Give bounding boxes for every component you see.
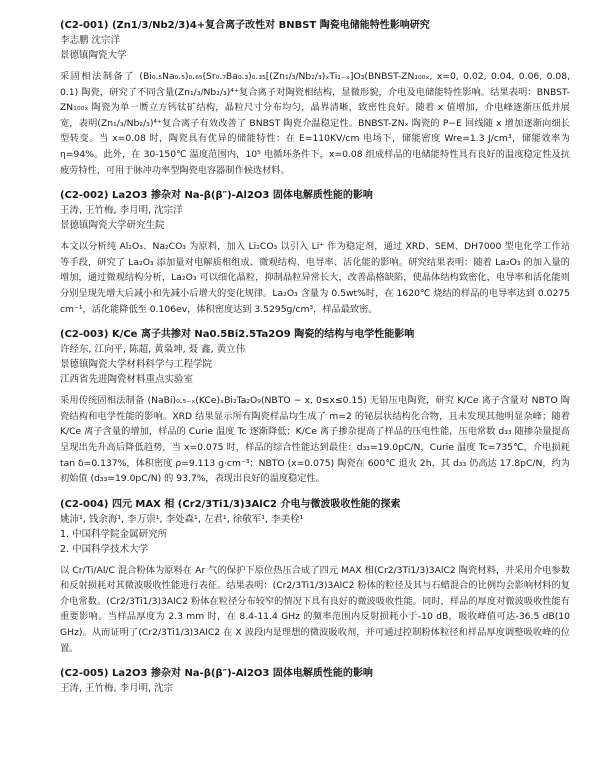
entry-title: (C2-002) La2O3 掺杂对 Na-β(β″)-Al2O3 固体电解质性能的影响 bbox=[60, 190, 373, 202]
entry-title: (C2-001) (Zn1/3/Nb2/3)4+复合离子改性对 BNBST 陶瓷电储能特性影响研究 bbox=[60, 20, 430, 31]
entry-authors: 许经东, 江向平, 陈超, 黄枭坤, 聂 鑫, 黄立伟 bbox=[60, 344, 246, 356]
entry-affiliation: 景德镇陶瓷大学材料科学与工程学院 bbox=[60, 359, 213, 371]
entry-abstract: 采固相法制备了 (Bi₀.₅Na₀.₅)₀.₆₅(Sr₀.₇Ba₀.₃)₀.₃₅[(Zn₁/₃/Nb₂/₃)ₓTi₁₋ₓ]O₃(BNBST-ZN₁₀₀ₓ, x=0, 0.02, 0.04, 0.06, 0.08, 0.1) 陶瓷，研究了不同含量(Zn₁/₃/Nb₂/₃)⁴⁺复合离子对陶瓷相结构，显微形貌，介电及电储能特性影响。结果表明：BNBST-ZN₁₀₀ₓ 陶瓷为单一赝立方钙钛矿结构，晶粒尺寸分布均匀，晶界清晰，致密性良好。随着 x 值增加，介电峰逐渐压低并展宽，表明(Zn₁/₃/Nb₂/₃)⁴⁺复合离子有效改善了 BNBST 陶瓷介温稳定性。BNBST-ZNₓ 陶瓷的 P−E 回线随 x 增加逐渐向细长型转变。当 x=0.08 时，陶瓷具有优异的储能特性：在 E=110KV/cm 电场下，储能密度 Wre=1.3 J/cm³，储能效率为 η=94%。此外，在 30-150℃ 温度范围内，10⁵ 电循环条件下，x=0.08 组成样品的电储能特性具有良好的温度稳定性及抗疲劳特性，可用于脉冲功率型陶瓷电容器制作候选材料。 bbox=[60, 71, 570, 176]
entry-affiliation: 2. 中国科学技术大学 bbox=[60, 543, 149, 555]
abstract-entry bbox=[60, 188, 570, 317]
entry-affiliation: 1. 中国科学院金属研究所 bbox=[60, 528, 168, 540]
entry-title: (C2-005) La2O3 掺杂对 Na-β(β″)-Al2O3 固体电解质性能的影响 bbox=[60, 668, 373, 680]
entry-authors: 王涛, 王竹梅, 李月明, 沈宗 bbox=[60, 683, 174, 695]
entry-affiliation: 景德镇陶瓷大学 bbox=[60, 50, 127, 61]
abstract-entry bbox=[60, 666, 570, 696]
entry-affiliation: 景德镇陶瓷大学研究生院 bbox=[60, 220, 165, 232]
divider bbox=[60, 178, 570, 188]
entry-authors: 王涛, 王竹梅, 李月明, 沈宗洋 bbox=[60, 205, 183, 217]
entry-authors: 李志鹏 沈宗洋 bbox=[60, 35, 121, 46]
entry-abstract: 本文以分析纯 Al₂O₃、Na₂CO₃ 为原料，加入 Li₂CO₃ 以引入 Li⁺ 作为稳定剂，通过 XRD、SEM、DH7000 型电化学工作站等手段，研究了 La₂O₃ 添加量对电解质相组成、微观结构、电导率、活化能的影响。研究结果表明：随着 La₂O₃ 的加入量的增加，通过微观结构分析，La₂O₃ 可以细化晶粒，抑制晶粒异常长大，改善晶格缺陷，使晶体结构致密化，电导率和活化能则分别呈现先增大后减小和先减小后增大的变化规律。La₂O₃ 含量为 0.5wt%时，在 1620℃ 烧结的样品的电导率达到 0.0275 cm⁻¹，活化能降低至 0.106ev，体积密度达到 3.5295g/cm³，样品最致密。 bbox=[60, 241, 570, 315]
entry-authors: 姚沛¹, 钱余海¹, 李万崇¹, 李处森¹, 左君¹, 徐敬军¹, 李美栓¹ bbox=[60, 513, 304, 525]
entry-abstract: 以 Cr/Ti/Al/C 混合粉体为原料在 Ar 气的保护下原位热压合成了四元 MAX 相(Cr2/3Ti1/3)3AlC2 陶瓷材料，并采用介电参数和反射损耗对其微波吸收性能进行表征。结果表明：(Cr2/3Ti1/3)3AlC2 粉体的粒径及其与石蜡混合的比例均会影响材料的复介电常数。(Cr2/3Ti1/3)3AlC2 粉体在粒径分布较窄的情况下具有良好的微波吸收性能。同时，样品的厚度对微波吸收性能有重要影响。当样品厚度为 2.3 mm 时，在 8.4-11.4 GHz 的频率范围内反射损耗小于-10 dB，吸收峰值可达-36.5 dB(10 GHz)。从而证明了(Cr2/3Ti1/3)3AlC2 在 X 波段内是理想的微波吸收剂，并可通过控制粉体粒径和样品厚度调整吸收峰的位置。 bbox=[60, 564, 570, 654]
entry-affiliation: 江西省先进陶瓷材料重点实验室 bbox=[60, 374, 194, 386]
entry-abstract: 采用传统固相法制备 (NaBi)₀.₅₋ₓ(KCe)ₓBi₂Ta₂O₉(NBTO − x, 0≤x≤0.15) 无铅压电陶瓷，研究 K/Ce 离子含量对 NBTO 陶瓷结构和电学性能的影响。XRD 结果显示所有陶瓷样品均生成了 m=2 的铋层状结构化合物，且未发现其他明显杂峰；随着 K/Ce 离子含量的增加，样品的 Curie 温度 Tc 逐渐降低；K/Ce 离子掺杂提高了样品的压电性能，压电常数 d₃₃ 随掺杂量提高呈现出先升高后降低趋势，当 x=0.075 时，样品的综合性能达到最佳：d₃₃=19.0pC/N，Curie 温度 Tc=735℃，介电损耗 tan δ=0.137%，体积密度 ρ=9.113 g·cm⁻³；NBTO (x=0.075) 陶瓷在 600℃ 退火 2h，其 d₃₃ 仍高达 17.8pC/N，约为初始值 (d₃₃=19.0pC/N) 的 93.7%，表现出良好的温度稳定性。 bbox=[60, 395, 570, 485]
divider bbox=[60, 317, 570, 327]
divider bbox=[60, 487, 570, 497]
abstract-entry bbox=[60, 497, 570, 657]
divider bbox=[60, 656, 570, 666]
entry-title: (C2-004) 四元 MAX 相 (Cr2/3Ti1/3)3AlC2 介电与微波吸收性能的探索 bbox=[60, 498, 401, 510]
entry-title: (C2-003) K/Ce 离子共掺对 Na0.5Bi2.5Ta2O9 陶瓷的结构与电学性能影响 bbox=[60, 329, 415, 341]
abstract-entry bbox=[60, 327, 570, 487]
abstract-entry bbox=[60, 0, 570, 178]
